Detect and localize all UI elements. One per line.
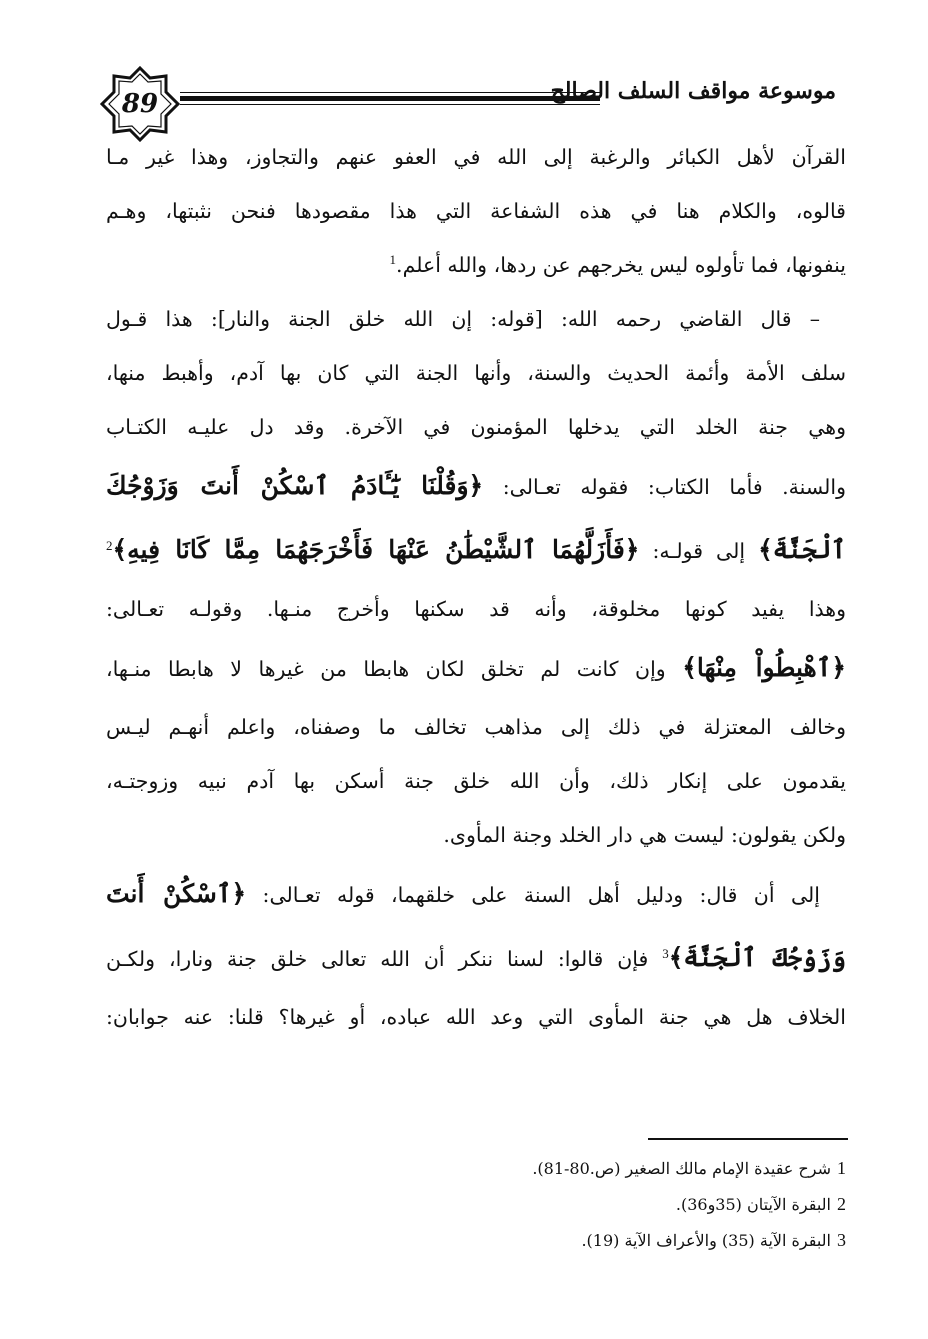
series-title: موسوعة مواقف السلف الصالح bbox=[550, 78, 836, 104]
footnote-ref: 3 bbox=[662, 946, 669, 962]
text-line: سلف الأمة وأئمة الحديث والسنة، وأنها الجنة التي كان بها آدم، وأهبط منها، bbox=[106, 361, 846, 385]
quran-verse: ﴿ٱسْكُنْ أَنتَ bbox=[106, 879, 247, 908]
footnote-ref: 1 bbox=[389, 252, 397, 268]
text-segment: فإن قالوا: لسنا ننكر أن الله تعالى خلق جنة ونارا، ولكـن bbox=[106, 947, 649, 971]
footnote-item bbox=[346, 1222, 846, 1258]
page-number: 89 bbox=[121, 89, 159, 119]
footnote-number: 3 bbox=[837, 1230, 846, 1250]
footnotes bbox=[346, 1150, 846, 1258]
quran-verse: وَزَوْجُكَ ٱلْجَنَّةَ﴾ bbox=[668, 943, 846, 972]
text-segment: وإن كانت لم تخلق لكان هابطا من غيرها لا هابطا منـها، bbox=[106, 657, 666, 681]
text-line: القرآن لأهل الكبائر والرغبة إلى الله في العفو عنهم والتجاوز، وهذا غير مـا bbox=[106, 145, 846, 169]
text-line: قالوه، والكلام هنا في هذه الشفاعة التي هذا مقصودها فنحن نثبتها، وهـم bbox=[106, 199, 846, 223]
quran-verse: ﴿وَقُلْنَا يَٰٓـَٔادَمُ ٱسْكُنْ أَنتَ وَزَوْجُكَ bbox=[106, 471, 484, 500]
text-line bbox=[106, 518, 846, 582]
text-line bbox=[106, 636, 846, 700]
text-line bbox=[106, 926, 846, 990]
footnote-number: 2 bbox=[837, 1194, 846, 1214]
text-line: – قال القاضي رحمه الله: [قوله: إن الله خلق الجنة والنار]: هذا قـول bbox=[106, 307, 820, 331]
footnote-text: البقرة الآيتان (35و36). bbox=[675, 1195, 831, 1214]
quran-verse: ﴿فَأَزَلَّهُمَا ٱلشَّيْطَٰنُ عَنْهَا فَأَخْرَجَهُمَا مِمَّا كَانَا فِيهِ﴾ bbox=[112, 535, 640, 564]
text-segment: والسنة. فأما الكتاب: فقوله تعـالى: bbox=[502, 475, 846, 499]
quran-verse: ٱلْجَنَّةَ﴾ bbox=[758, 535, 846, 564]
footnote-ref: 2 bbox=[106, 538, 113, 554]
text-line bbox=[106, 238, 846, 292]
footnote-number: 1 bbox=[837, 1158, 846, 1178]
quran-verse: ﴿ٱهْبِطُواْ مِنْهَا﴾ bbox=[682, 653, 846, 682]
footnote-text: البقرة الآية (35) والأعراف الآية (19). bbox=[581, 1231, 831, 1250]
text-line: وهي جنة الخلد التي يدخلها المؤمنون في الآخرة. وقد دل عليـه الكتـاب bbox=[106, 415, 846, 439]
footnote-item bbox=[346, 1150, 846, 1186]
text-line: وخالف المعتزلة في ذلك إلى مذاهب تخالف ما وصفناه، واعلم أنهـم ليـس bbox=[106, 715, 846, 739]
text-segment: ينفونها، فما تأولوه ليس يخرجهم عن ردها، والله أعلم. bbox=[396, 253, 846, 277]
footnote-item bbox=[346, 1186, 846, 1222]
main-text bbox=[106, 130, 846, 1044]
text-line: الخلاف هل هي جنة المأوى التي وعد الله عباده، أو غيرها؟ قلنا: عنه جوابان: bbox=[106, 1005, 846, 1029]
text-line: وهذا يفيد كونها مخلوقة، وأنه قد سكنها وأخرج منـها. وقولـه تعـالى: bbox=[106, 597, 846, 621]
text-line: يقدمون على إنكار ذلك، وأن الله خلق جنة أسكن بها آدم نبيه وزوجتـه، bbox=[106, 769, 846, 793]
text-segment: إلى أن قال: ودليل أهل السنة على خلقهما، قوله تعـالى: bbox=[262, 883, 820, 907]
text-segment: إلى قولـه: bbox=[652, 539, 746, 563]
footnote-separator bbox=[648, 1138, 848, 1140]
header-rule bbox=[180, 92, 600, 105]
text-line: ولكن يقولون: ليست هي دار الخلد وجنة المأوى. bbox=[443, 823, 846, 847]
text-line bbox=[106, 454, 846, 518]
footnote-text: شرح عقيدة الإمام مالك الصغير (ص.80-81). bbox=[532, 1159, 831, 1178]
text-line bbox=[106, 862, 846, 926]
